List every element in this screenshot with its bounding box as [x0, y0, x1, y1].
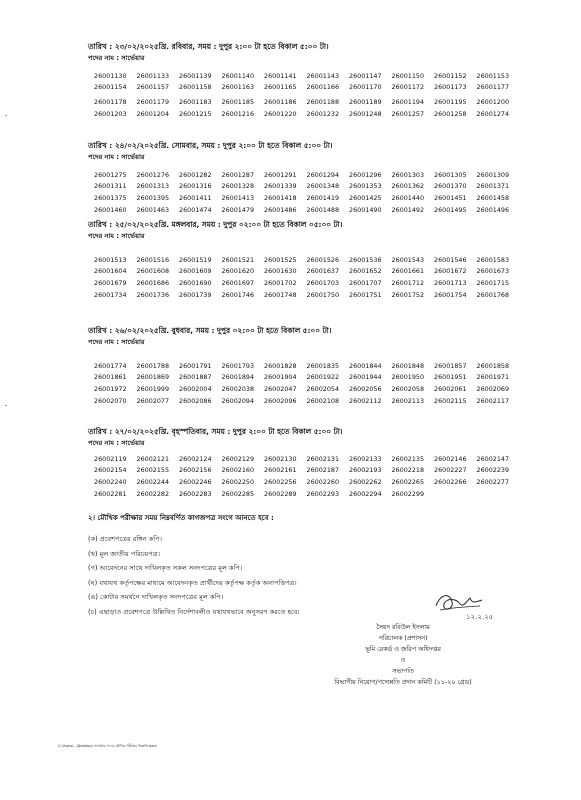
roll-number: 26002130: [264, 454, 297, 463]
roll-number: 26002260: [306, 477, 340, 486]
roll-number: 26002047: [264, 384, 297, 393]
roll-number: 26002086: [179, 396, 212, 405]
roll-number: 26001296: [349, 170, 382, 179]
roll-number: 26001951: [434, 373, 467, 382]
roll-number: 26002077: [136, 396, 170, 405]
roll-number-row: [94, 372, 548, 384]
roll-number-row: [94, 383, 548, 395]
roll-number: 26001183: [179, 97, 212, 106]
roll-number: 26001713: [434, 278, 467, 287]
roll-number: 26001894: [221, 373, 255, 382]
roll-number: 26001702: [264, 278, 297, 287]
roll-number: 26001458: [476, 193, 510, 202]
roll-number: 26001496: [476, 205, 510, 214]
roll-number: 26001139: [179, 71, 212, 80]
roll-number: 26001521: [221, 255, 255, 264]
roll-number: 26001972: [94, 384, 127, 393]
roll-number: 26001303: [391, 170, 425, 179]
exam-schedule-section: [88, 220, 548, 300]
file-path-footer: C:\Users\...\Desktop\ সার্ভেয়ার পদের মৌখিক পরীক্ষার বিজ্ঞপ্তি.docx: [58, 744, 158, 748]
roll-number: 26001768: [476, 290, 510, 299]
roll-number: 26001165: [264, 83, 297, 92]
roll-number: 26002004: [179, 384, 212, 393]
roll-number-row: [94, 108, 548, 120]
instruction-item: (ঙ) কোটার সমর্থনে দাখিলকৃত সনদপত্রের মূল কপি।: [88, 593, 224, 601]
exam-date-line: তারিখ : ২৭/০২/২০২৫খ্রি. বৃহস্পতিবার, সময় : দুপুর ২:০০ টা হতে বিকাল ৫:০০ টা।: [88, 427, 343, 436]
roll-number: 26002054: [306, 384, 340, 393]
roll-number: 26001185: [221, 97, 255, 106]
roll-number: 26002250: [221, 477, 255, 486]
roll-number: 26001200: [476, 97, 510, 106]
roll-number: 26002294: [349, 489, 382, 498]
instruction-item: (ঘ) যথাযথ কর্তৃপক্ষের মাধ্যমে আবেদনকৃত প্রার্থীদের কর্তৃপক্ষ কর্তৃক অনাপত্তিপত্র।: [88, 578, 297, 587]
roll-number: 26002154: [94, 466, 127, 475]
roll-number: 26001189: [349, 97, 382, 106]
roll-number: 26001791: [179, 361, 212, 370]
roll-number-row: [94, 476, 548, 488]
roll-number: 26001463: [136, 205, 170, 214]
roll-number: 26001672: [434, 267, 467, 276]
roll-number: 26002285: [221, 489, 255, 498]
post-name-line: পদের নাম : সার্ভেয়ার: [88, 338, 145, 346]
roll-number: 26001546: [434, 255, 467, 264]
roll-number: 26001637: [306, 267, 340, 276]
roll-number: 26001258: [434, 109, 467, 118]
roll-number: 26001395: [136, 193, 170, 202]
roll-number: 26001362: [391, 182, 425, 191]
roll-number: 26001133: [136, 71, 170, 80]
roll-number: 26001215: [179, 109, 212, 118]
roll-number: 26001440: [391, 193, 425, 202]
roll-number: 26001495: [434, 205, 467, 214]
roll-number-grid: [94, 70, 548, 119]
roll-number: 26001305: [434, 170, 467, 179]
roll-number: 26001734: [94, 290, 127, 299]
margin-mark: [5, 115, 7, 116]
roll-number: 26001583: [476, 255, 510, 264]
roll-number: 26001311: [94, 182, 127, 191]
roll-number: 26002227: [434, 466, 467, 475]
post-name-line: পদের নাম : সার্ভেয়ার: [88, 232, 145, 240]
roll-number: 26001690: [179, 278, 212, 287]
roll-number: 26001216: [221, 109, 255, 118]
roll-number: 26001204: [136, 109, 170, 118]
roll-number: 26002239: [476, 466, 510, 475]
roll-number: 26002277: [476, 477, 510, 486]
roll-number: 26001419: [306, 193, 340, 202]
roll-number-row: [94, 488, 548, 500]
roll-number-row: [94, 192, 548, 204]
roll-number: 26001793: [221, 361, 255, 370]
roll-number: 26001904: [264, 373, 297, 382]
roll-number-row: [94, 181, 548, 193]
roll-number: 26001754: [434, 290, 467, 299]
roll-number: 26001172: [391, 83, 425, 92]
roll-number: 26002124: [179, 454, 212, 463]
roll-number-grid: [94, 169, 548, 215]
roll-number-row: [94, 82, 548, 94]
roll-number-row: [94, 169, 548, 181]
roll-number: 26002282: [136, 489, 170, 498]
roll-number: 26001486: [264, 205, 297, 214]
roll-number: 26001460: [94, 205, 127, 214]
roll-number: 26001752: [391, 290, 425, 299]
roll-number-row: [94, 204, 548, 216]
roll-number-row: [94, 96, 548, 108]
roll-number: 26001848: [391, 361, 425, 370]
roll-number: 26001661: [391, 267, 425, 276]
roll-number: 26001652: [349, 267, 382, 276]
roll-number: 26001620: [221, 267, 255, 276]
roll-number: 26001371: [476, 182, 510, 191]
roll-number: 26001194: [391, 97, 425, 106]
roll-number: 26002112: [349, 396, 382, 405]
roll-number: 26001751: [349, 290, 382, 299]
roll-number: 26001186: [264, 97, 297, 106]
roll-number: 26002096: [264, 396, 297, 405]
roll-number: 26001130: [94, 71, 127, 80]
roll-number: 26001887: [179, 373, 212, 382]
roll-number: 26001536: [349, 255, 382, 264]
roll-number: 26002147: [476, 454, 510, 463]
roll-number: 26001679: [94, 278, 127, 287]
margin-mark: [5, 405, 7, 406]
roll-number: 26001282: [179, 170, 212, 179]
roll-number: 26001154: [94, 83, 127, 92]
roll-number: 26002038: [221, 384, 255, 393]
roll-number: 26001153: [476, 71, 510, 80]
roll-number: 26001287: [221, 170, 255, 179]
roll-number: 26001707: [349, 278, 382, 287]
roll-number: 26002187: [306, 466, 340, 475]
signatory-office: ভূমি রেকর্ড ও জরিপ অধিদপ্তর: [365, 646, 441, 653]
post-name-line: পদের নাম : সার্ভেয়ার: [88, 439, 145, 447]
roll-number: 26001861: [94, 373, 127, 382]
instruction-item: (খ) মূল জাতীয় পরিচয়পত্র।: [88, 549, 160, 558]
roll-number: 26001163: [221, 83, 255, 92]
exam-schedule-section: [88, 141, 548, 215]
roll-number: 26001425: [349, 193, 382, 202]
roll-number: 26002133: [349, 454, 382, 463]
roll-number: 26001857: [434, 361, 467, 370]
roll-number: 26001950: [391, 373, 425, 382]
roll-number: 26001195: [434, 97, 467, 106]
roll-number: 26002119: [94, 454, 127, 463]
roll-number: 26001348: [306, 182, 340, 191]
roll-number: 26001177: [476, 83, 510, 92]
roll-number: 26002289: [264, 489, 297, 498]
roll-number: 26002161: [264, 466, 297, 475]
roll-number: 26001479: [221, 205, 255, 214]
roll-number: 26001513: [94, 255, 127, 264]
roll-number: 26001413: [221, 193, 255, 202]
roll-number: 26001451: [434, 193, 467, 202]
roll-number-row: [94, 277, 548, 289]
roll-number: 26001748: [264, 290, 297, 299]
post-name-line: পদের নাম : সার্ভেয়ার: [88, 153, 145, 161]
roll-number: 26002160: [221, 466, 255, 475]
roll-number: 26001248: [349, 109, 382, 118]
roll-number-row: [94, 289, 548, 301]
roll-number: 26001158: [179, 83, 212, 92]
roll-number: 26002244: [136, 477, 170, 486]
exam-date-line: তারিখ : ২৪/০২/২০২৫খ্রি. সোমবার, সময় : দুপুর ২:০০ টা হতে বিকাল ৫:০০ টা।: [88, 141, 333, 150]
roll-number: 26001309: [476, 170, 510, 179]
roll-number: 26001609: [179, 267, 212, 276]
roll-number: 26001673: [476, 267, 510, 276]
roll-number: 26001922: [306, 373, 340, 382]
roll-number: 26001291: [264, 170, 297, 179]
roll-number-row: [94, 465, 548, 477]
roll-number: 26001604: [94, 267, 127, 276]
roll-number: 26001788: [136, 361, 170, 370]
exam-date-line: তারিখ : ২৫/০২/২০২৫খ্রি. মঙ্গলবার, সময় : দুপুর ০২:০০ টা হতে বিকাল ০৫:০০ টা।: [88, 220, 343, 229]
roll-number: 26002156: [179, 466, 212, 475]
roll-number: 26001418: [264, 193, 297, 202]
roll-number: 26001519: [179, 255, 212, 264]
roll-number: 26001411: [179, 193, 212, 202]
roll-number: 26002283: [179, 489, 212, 498]
roll-number: 26001179: [136, 97, 170, 106]
roll-number: 26001715: [476, 278, 510, 287]
exam-date-line: তারিখ : ২৬/০২/২০২৫খ্রি. বুধবার, সময় : দুপুর ০২:০০ টা হতে বিকাল ৫:০০ টা।: [88, 326, 332, 335]
roll-number: 26001276: [136, 170, 170, 179]
exam-date-line: তারিখ : ২৩/০২/২০২৫খ্রি. রবিবার, সময় : দুপুর ২:০০ টা হতে বিকাল ৫:০০ টা।: [88, 42, 329, 51]
roll-number: 26001703: [306, 278, 340, 287]
roll-number: 26001474: [179, 205, 212, 214]
roll-number: 26001203: [94, 109, 127, 118]
roll-number: 26001166: [306, 83, 340, 92]
roll-number: 26001488: [306, 205, 340, 214]
roll-number: 26001869: [136, 373, 170, 382]
roll-number: 26002061: [434, 384, 467, 393]
roll-number: 26001157: [136, 83, 170, 92]
roll-number: 26001525: [264, 255, 297, 264]
roll-number: 26002266: [434, 477, 467, 486]
roll-number: 26001152: [434, 71, 467, 80]
roll-number: 26001178: [94, 97, 127, 106]
signature-block: [318, 588, 494, 688]
roll-number: 26001141: [264, 71, 297, 80]
roll-number: 26001774: [94, 361, 127, 370]
roll-number: 26001313: [136, 182, 170, 191]
signatory-name: সৈয়দ রবিউল ইসলাম: [376, 624, 430, 631]
roll-number: 26002058: [391, 384, 425, 393]
roll-number: 26002281: [94, 489, 127, 498]
roll-number-row: [94, 453, 548, 465]
signatory-designation: পরিচালক (প্রশাসন): [378, 635, 428, 642]
roll-number: 26001608: [136, 267, 170, 276]
roll-number: 26002155: [136, 466, 170, 475]
roll-number: 26002070: [94, 396, 127, 405]
roll-number: 26002113: [391, 396, 425, 405]
roll-number: 26001328: [221, 182, 255, 191]
roll-number: 26002218: [391, 466, 425, 475]
roll-number-row: [94, 254, 548, 266]
roll-number: 26002135: [391, 454, 425, 463]
roll-number: 26001339: [264, 182, 297, 191]
roll-number: 26002146: [434, 454, 467, 463]
roll-number: 26002265: [391, 477, 425, 486]
roll-number: 26001516: [136, 255, 170, 264]
roll-number: 26001736: [136, 290, 170, 299]
roll-number: 26001143: [306, 71, 340, 80]
handwritten-signature: [430, 588, 494, 622]
signatory-conjunction: ও: [400, 657, 406, 664]
roll-number: 26001274: [476, 109, 510, 118]
roll-number: 26002131: [306, 454, 340, 463]
roll-number: 26002115: [434, 396, 467, 405]
roll-number: 26001543: [391, 255, 425, 264]
roll-number: 26002069: [476, 384, 510, 393]
post-name-line: পদের নাম : সার্ভেয়ার: [88, 54, 145, 62]
roll-number: 26001375: [94, 193, 127, 202]
roll-number: 26001999: [136, 384, 170, 393]
roll-number: 26001835: [306, 361, 340, 370]
instruction-item: (চ) এছাড়াও প্রবেশপত্রে উল্লিখিত নির্দেশাবলীও যথাযথভাবে অনুসরণ করতে হবে।: [88, 607, 300, 616]
exam-schedule-section: [88, 42, 548, 119]
roll-number: 26001828: [264, 361, 297, 370]
exam-schedule-section: [88, 326, 548, 406]
roll-number: 26001188: [306, 97, 340, 106]
roll-number: 26001686: [136, 278, 170, 287]
instruction-item: (ক) প্রবেশপত্রের রঙ্গিন কপি।: [88, 535, 162, 543]
roll-number: 26001971: [476, 373, 510, 382]
roll-number: 26001712: [391, 278, 425, 287]
roll-number: 26002262: [349, 477, 382, 486]
roll-number: 26002094: [221, 396, 255, 405]
signature-date: ১২.২.২৫: [466, 613, 494, 621]
roll-number: 26001944: [349, 373, 382, 382]
roll-number: 26001294: [306, 170, 340, 179]
roll-number: 26001220: [264, 109, 297, 118]
roll-number-row: [94, 395, 548, 407]
roll-number: 26001490: [349, 205, 382, 214]
roll-number: 26002121: [136, 454, 170, 463]
roll-number: 26001316: [179, 182, 212, 191]
roll-number: 26002129: [221, 454, 255, 463]
roll-number: 26002299: [391, 489, 425, 498]
roll-number: 26001370: [434, 182, 467, 191]
roll-number: 26001140: [221, 71, 255, 80]
roll-number: 26001746: [221, 290, 255, 299]
roll-number: 26001275: [94, 170, 127, 179]
roll-number: 26002056: [349, 384, 382, 393]
roll-number-row: [94, 266, 548, 278]
roll-number: 26001150: [391, 71, 425, 80]
roll-number: 26001739: [179, 290, 212, 299]
roll-number: 26002256: [264, 477, 297, 486]
roll-number-row: [94, 360, 548, 372]
roll-number: 26001257: [391, 109, 425, 118]
instruction-item: (গ) আবেদনের সাথে দাখিলকৃত সকল সনদপত্রের মূল কপি।: [88, 564, 243, 572]
signatory-role: সভাপতি: [392, 668, 414, 675]
roll-number: 26001630: [264, 267, 297, 276]
roll-number: 26001697: [221, 278, 255, 287]
roll-number: 26001232: [306, 109, 340, 118]
roll-number-grid: [94, 453, 548, 499]
roll-number-grid: [94, 254, 548, 300]
roll-number: 26002193: [349, 466, 382, 475]
roll-number: 26002246: [179, 477, 212, 486]
roll-number-row: [94, 70, 548, 82]
roll-number: 26001147: [349, 71, 382, 80]
roll-number: 26001492: [391, 205, 425, 214]
committee-name: বিভাগীয় নিয়োগ/পদোন্নতি প্রদান কমিটি (১১-২০ গ্রেড): [334, 679, 472, 686]
exam-schedule-section: [88, 427, 548, 499]
roll-number: 26001170: [349, 83, 382, 92]
roll-number: 26001173: [434, 83, 467, 92]
instructions-title: ২। মৌখিক পরীক্ষার সময় নিম্নবর্ণিত কাগজপত্র সংগে আনতে হবে :: [88, 514, 274, 522]
roll-number-grid: [94, 360, 548, 406]
roll-number: 26002240: [94, 477, 127, 486]
roll-number: 26001844: [349, 361, 382, 370]
roll-number: 26002293: [306, 489, 340, 498]
roll-number: 26001858: [476, 361, 510, 370]
roll-number: 26002108: [306, 396, 340, 405]
roll-number: 26001526: [306, 255, 340, 264]
roll-number: 26001353: [349, 182, 382, 191]
roll-number: 26001750: [306, 290, 340, 299]
roll-number: 26002117: [476, 396, 510, 405]
